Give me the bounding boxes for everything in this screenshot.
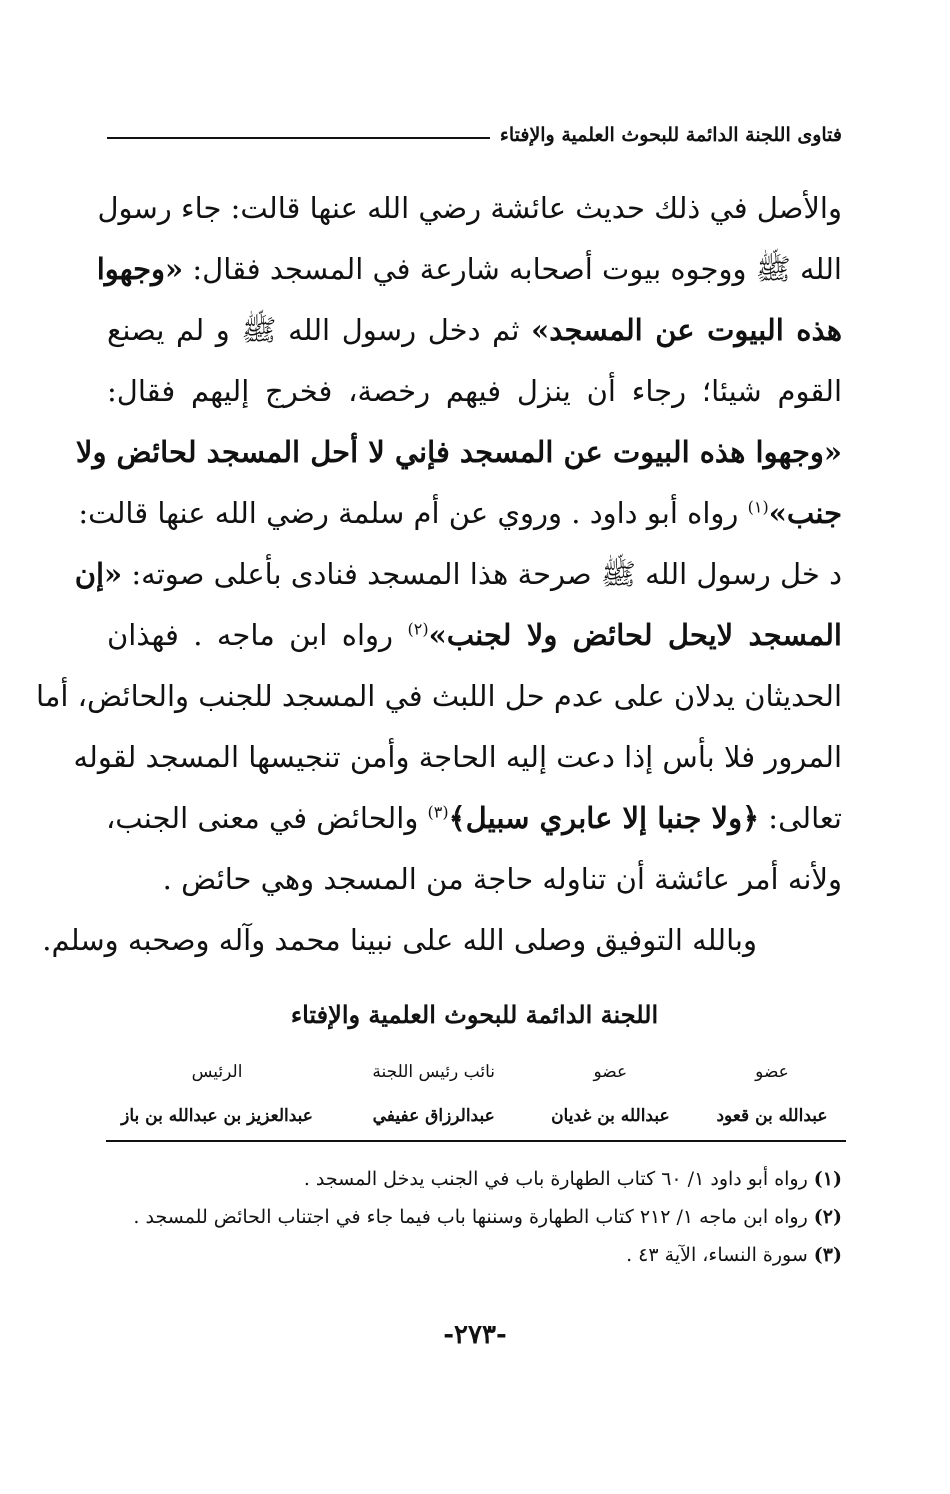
member-role: عضو	[755, 1062, 789, 1082]
hadith-quote: هذه البيوت عن المسجد»	[531, 313, 842, 347]
footnote-ref: (٢)	[407, 619, 429, 639]
hadith-quote: المسجد لايحل لحائض ولا لجنب»	[428, 618, 842, 652]
text-run: رواه ابن ماجه . فهذان	[107, 618, 408, 652]
body-line	[73, 727, 842, 788]
header-rule	[107, 137, 490, 139]
text-run: رواه أبو داود . وروي عن أم سلمة رضي الله عنها قالت:	[78, 496, 748, 530]
text-run: ولأنه أمر عائشة أن تناوله حاجة من المسجد وهي حائض .	[162, 862, 842, 896]
quran-verse: ﴿ولا جنبا إلا عابري سبيل﴾	[448, 801, 760, 835]
signature-roles	[107, 1050, 842, 1094]
closing-text: وبالله التوفيق وصلى الله على نبينا محمد وآله وصحبه وسلم.	[42, 923, 757, 957]
text-run: الله ﷺ ووجوه بيوت أصحابه شارعة في المسجد فقال:	[183, 252, 842, 286]
fatwa-body	[36, 178, 842, 971]
footnote	[107, 1200, 842, 1234]
text-run: الحديثان يدلان على عدم حل اللبث في المسجد للجنب والحائض، أما	[36, 679, 842, 713]
signature-block	[107, 1050, 842, 1138]
committee-title: اللجنة الدائمة للبحوث العلمية والإفتاء	[290, 1000, 659, 1029]
signature-names	[107, 1094, 842, 1138]
hadith-quote: جنب»	[768, 496, 842, 530]
text-run: والأصل في ذلك حديث عائشة رضي الله عنها قالت: جاء رسول	[97, 191, 842, 225]
footnote-marker: (٣)	[813, 1244, 842, 1266]
member-name: عبدالعزيز بن عبدالله بن باز	[121, 1106, 313, 1126]
member-name: عبدالله بن قعود	[716, 1106, 828, 1126]
member-role: عضو	[593, 1062, 628, 1082]
body-line	[97, 178, 842, 239]
body-line	[107, 849, 842, 910]
member-role: نائب رئيس اللجنة	[372, 1062, 495, 1082]
text-run: د خل رسول الله ﷺ صرحة هذا المسجد فنادى بأعلى صوته:	[122, 557, 842, 591]
body-line	[107, 788, 842, 849]
hadith-quote: «وجهوا	[96, 252, 184, 286]
text-run: القوم شيئا؛ رجاء أن ينزل فيهم رخصة، فخرج إليهم فقال:	[107, 374, 842, 408]
footnote-divider	[106, 1140, 846, 1142]
body-line	[96, 239, 842, 300]
footnote-marker: (١)	[813, 1168, 842, 1190]
text-run: المرور فلا بأس إذا دعت إليه الحاجة وأمن تنجيسها المسجد لقوله	[73, 740, 842, 774]
body-line	[107, 361, 842, 422]
member-name: عبدالله بن غديان	[551, 1106, 670, 1126]
footnote-marker: (٢)	[813, 1206, 842, 1228]
footnote	[107, 1238, 842, 1272]
body-line	[74, 544, 842, 605]
header-title: فتاوى اللجنة الدائمة للبحوث العلمية والإفتاء	[499, 124, 842, 146]
footnote-text: رواه ابن ماجه ١/ ٢١٢ كتاب الطهارة وسننها باب فيما جاء في اجتناب الحائض للمسجد .	[133, 1206, 808, 1228]
footnote-ref: (١)	[747, 497, 769, 517]
hadith-quote: «إن	[74, 557, 123, 591]
body-line	[107, 300, 842, 361]
member-role: الرئيس	[191, 1062, 243, 1082]
footnote	[107, 1162, 842, 1196]
closing-line	[42, 910, 842, 971]
running-header	[107, 112, 842, 146]
body-line	[75, 422, 842, 483]
footnotes	[107, 1162, 842, 1276]
page-number: -٢٧٣-	[443, 1320, 507, 1350]
body-line	[36, 666, 842, 727]
body-line	[107, 605, 842, 666]
member-name: عبدالرزاق عفيفي	[372, 1106, 495, 1126]
body-line	[78, 483, 842, 544]
footnote-ref: (٣)	[427, 802, 449, 822]
footnote-text: رواه أبو داود ١/ ٦٠ كتاب الطهارة باب في الجنب يدخل المسجد .	[303, 1168, 808, 1190]
text-run: تعالى:	[759, 801, 842, 835]
footnote-text: سورة النساء، الآية ٤٣ .	[626, 1244, 808, 1266]
text-run: والحائض في معنى الجنب،	[105, 801, 428, 835]
text-run: ثم دخل رسول الله ﷺ و لم يصنع	[107, 313, 532, 347]
hadith-quote: «وجهوا هذه البيوت عن المسجد فإني لا أحل المسجد لحائض ولا	[75, 435, 842, 469]
